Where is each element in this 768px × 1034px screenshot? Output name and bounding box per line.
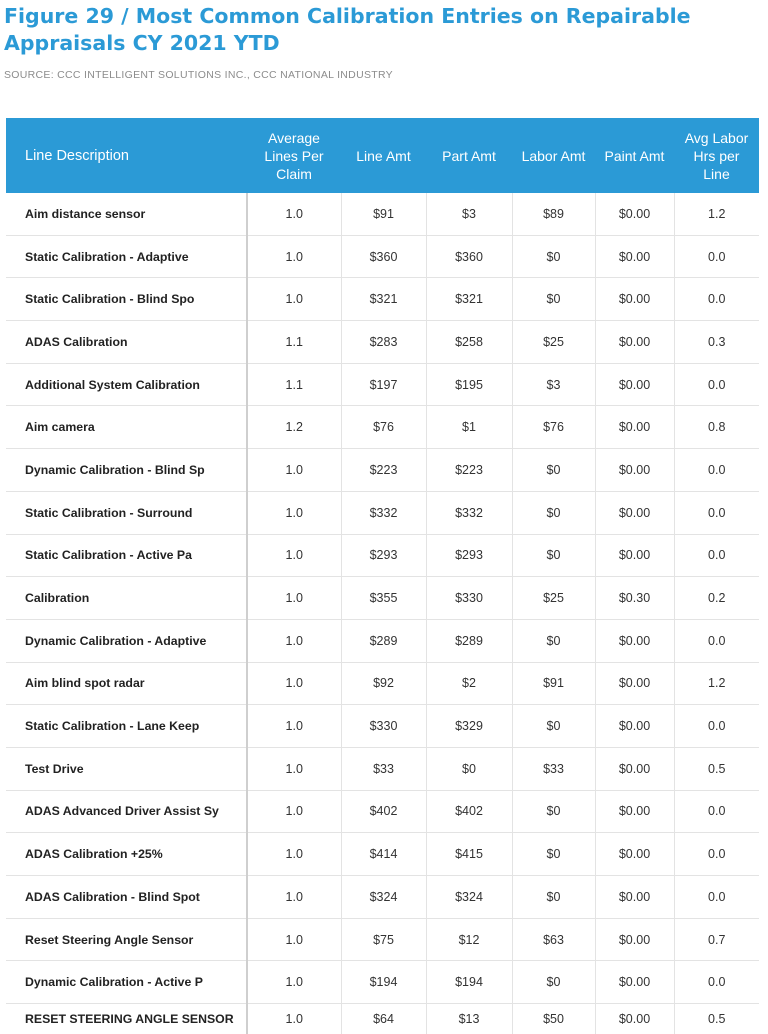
cell-paint-amt: $0.00 [595, 918, 674, 961]
cell-avg-labor-hrs: 0.2 [674, 577, 759, 620]
cell-part-amt: $321 [426, 278, 512, 321]
cell-paint-amt: $0.00 [595, 961, 674, 1004]
cell-paint-amt: $0.00 [595, 406, 674, 449]
cell-line-amt: $76 [341, 406, 426, 449]
cell-part-amt: $0 [426, 747, 512, 790]
cell-line-description: Dynamic Calibration - Active P [6, 961, 247, 1004]
cell-part-amt: $2 [426, 662, 512, 705]
cell-part-amt: $289 [426, 619, 512, 662]
cell-line-description: Static Calibration - Lane Keep [6, 705, 247, 748]
cell-line-amt: $360 [341, 235, 426, 278]
figure-title: Figure 29 / Most Common Calibration Entries on Repairable Appraisals CY 2021 YTD [4, 4, 691, 55]
col-header-labor-amt: Labor Amt [512, 118, 595, 193]
cell-line-description: RESET STEERING ANGLE SENSOR [6, 1004, 247, 1034]
cell-avg-lines-per-claim: 1.0 [247, 193, 341, 235]
cell-line-description: Test Drive [6, 747, 247, 790]
cell-line-amt: $92 [341, 662, 426, 705]
table-row [6, 747, 759, 790]
cell-line-description: ADAS Calibration +25% [6, 833, 247, 876]
cell-avg-lines-per-claim: 1.0 [247, 961, 341, 1004]
cell-part-amt: $12 [426, 918, 512, 961]
cell-paint-amt: $0.00 [595, 705, 674, 748]
cell-labor-amt: $0 [512, 235, 595, 278]
table-row [6, 619, 759, 662]
cell-part-amt: $194 [426, 961, 512, 1004]
cell-avg-lines-per-claim: 1.0 [247, 662, 341, 705]
cell-labor-amt: $0 [512, 790, 595, 833]
cell-labor-amt: $0 [512, 619, 595, 662]
table-row [6, 961, 759, 1004]
cell-line-amt: $330 [341, 705, 426, 748]
cell-line-amt: $283 [341, 321, 426, 364]
cell-labor-amt: $33 [512, 747, 595, 790]
cell-paint-amt: $0.00 [595, 278, 674, 321]
cell-avg-labor-hrs: 0.0 [674, 534, 759, 577]
cell-labor-amt: $0 [512, 833, 595, 876]
cell-avg-labor-hrs: 0.0 [674, 790, 759, 833]
cell-part-amt: $258 [426, 321, 512, 364]
cell-line-description: Dynamic Calibration - Blind Sp [6, 449, 247, 492]
col-header-avg-lines: Average Lines Per Claim [247, 118, 341, 193]
cell-avg-labor-hrs: 0.3 [674, 321, 759, 364]
cell-labor-amt: $76 [512, 406, 595, 449]
cell-part-amt: $324 [426, 876, 512, 919]
table-row [6, 321, 759, 364]
cell-avg-lines-per-claim: 1.0 [247, 534, 341, 577]
cell-line-amt: $289 [341, 619, 426, 662]
cell-line-amt: $402 [341, 790, 426, 833]
table-row [6, 235, 759, 278]
cell-avg-lines-per-claim: 1.1 [247, 363, 341, 406]
cell-avg-labor-hrs: 0.0 [674, 833, 759, 876]
cell-avg-lines-per-claim: 1.0 [247, 747, 341, 790]
col-header-part-amt: Part Amt [426, 118, 512, 193]
cell-avg-labor-hrs: 0.0 [674, 449, 759, 492]
cell-paint-amt: $0.00 [595, 534, 674, 577]
cell-labor-amt: $89 [512, 193, 595, 235]
cell-labor-amt: $0 [512, 534, 595, 577]
cell-paint-amt: $0.00 [595, 235, 674, 278]
table-row [6, 705, 759, 748]
cell-labor-amt: $25 [512, 321, 595, 364]
cell-line-description: Static Calibration - Active Pa [6, 534, 247, 577]
cell-part-amt: $360 [426, 235, 512, 278]
cell-part-amt: $415 [426, 833, 512, 876]
cell-paint-amt: $0.00 [595, 449, 674, 492]
cell-avg-labor-hrs: 0.0 [674, 619, 759, 662]
cell-line-description: Calibration [6, 577, 247, 620]
col-header-line-description: Line Description [6, 118, 247, 193]
col-header-paint-amt: Paint Amt [595, 118, 674, 193]
cell-part-amt: $293 [426, 534, 512, 577]
cell-paint-amt: $0.00 [595, 747, 674, 790]
cell-line-description: Dynamic Calibration - Adaptive [6, 619, 247, 662]
cell-part-amt: $329 [426, 705, 512, 748]
cell-avg-labor-hrs: 0.0 [674, 363, 759, 406]
table-row [6, 491, 759, 534]
cell-labor-amt: $3 [512, 363, 595, 406]
cell-part-amt: $1 [426, 406, 512, 449]
cell-avg-lines-per-claim: 1.0 [247, 918, 341, 961]
cell-line-amt: $321 [341, 278, 426, 321]
cell-part-amt: $332 [426, 491, 512, 534]
cell-line-amt: $33 [341, 747, 426, 790]
cell-avg-labor-hrs: 0.7 [674, 918, 759, 961]
cell-line-description: ADAS Calibration [6, 321, 247, 364]
cell-labor-amt: $91 [512, 662, 595, 705]
cell-part-amt: $330 [426, 577, 512, 620]
cell-labor-amt: $0 [512, 705, 595, 748]
cell-line-description: Aim distance sensor [6, 193, 247, 235]
calibration-table [6, 118, 759, 1034]
cell-avg-lines-per-claim: 1.0 [247, 235, 341, 278]
cell-avg-labor-hrs: 1.2 [674, 193, 759, 235]
cell-paint-amt: $0.00 [595, 619, 674, 662]
cell-labor-amt: $0 [512, 278, 595, 321]
cell-line-description: Static Calibration - Surround [6, 491, 247, 534]
cell-line-amt: $324 [341, 876, 426, 919]
cell-avg-lines-per-claim: 1.0 [247, 876, 341, 919]
cell-avg-lines-per-claim: 1.1 [247, 321, 341, 364]
table-row [6, 577, 759, 620]
cell-avg-labor-hrs: 0.0 [674, 961, 759, 1004]
cell-paint-amt: $0.00 [595, 662, 674, 705]
source-note: SOURCE: CCC INTELLIGENT SOLUTIONS INC., CCC NATIONAL INDUSTRY [4, 69, 393, 81]
cell-avg-labor-hrs: 0.0 [674, 705, 759, 748]
cell-paint-amt: $0.00 [595, 1004, 674, 1034]
table-row [6, 833, 759, 876]
cell-avg-labor-hrs: 0.0 [674, 876, 759, 919]
table-row [6, 918, 759, 961]
cell-line-amt: $414 [341, 833, 426, 876]
header-row [6, 118, 759, 193]
cell-labor-amt: $0 [512, 876, 595, 919]
cell-avg-lines-per-claim: 1.2 [247, 406, 341, 449]
col-header-line-amt: Line Amt [341, 118, 426, 193]
cell-avg-labor-hrs: 0.0 [674, 235, 759, 278]
cell-part-amt: $3 [426, 193, 512, 235]
table-row [6, 534, 759, 577]
cell-line-amt: $355 [341, 577, 426, 620]
cell-line-description: ADAS Advanced Driver Assist Sy [6, 790, 247, 833]
cell-line-amt: $293 [341, 534, 426, 577]
cell-line-description: Aim camera [6, 406, 247, 449]
cell-avg-lines-per-claim: 1.0 [247, 449, 341, 492]
table-row [6, 278, 759, 321]
cell-paint-amt: $0.00 [595, 321, 674, 364]
cell-paint-amt: $0.00 [595, 193, 674, 235]
cell-avg-labor-hrs: 0.8 [674, 406, 759, 449]
cell-line-amt: $194 [341, 961, 426, 1004]
cell-part-amt: $223 [426, 449, 512, 492]
cell-line-description: Static Calibration - Adaptive [6, 235, 247, 278]
cell-avg-labor-hrs: 0.0 [674, 278, 759, 321]
cell-avg-lines-per-claim: 1.0 [247, 1004, 341, 1034]
cell-line-description: Aim blind spot radar [6, 662, 247, 705]
cell-part-amt: $195 [426, 363, 512, 406]
cell-line-amt: $91 [341, 193, 426, 235]
cell-avg-lines-per-claim: 1.0 [247, 577, 341, 620]
cell-avg-labor-hrs: 0.5 [708, 1012, 726, 1027]
cell-line-amt: $223 [341, 449, 426, 492]
cell-avg-lines-per-claim: 1.0 [247, 491, 341, 534]
cell-labor-amt: $0 [512, 961, 595, 1004]
cell-avg-lines-per-claim: 1.0 [247, 619, 341, 662]
cell-avg-lines-per-claim: 1.0 [247, 790, 341, 833]
table-row [6, 193, 759, 235]
cell-labor-amt: $50 [512, 1004, 595, 1034]
table-row [6, 790, 759, 833]
cell-paint-amt: $0.00 [595, 790, 674, 833]
cell-paint-amt: $0.00 [595, 363, 674, 406]
cell-line-amt: $197 [341, 363, 426, 406]
col-header-avg-labor-hrs: Avg Labor Hrs per Line [674, 118, 759, 193]
cell-labor-amt: $0 [512, 491, 595, 534]
cell-line-description: Static Calibration - Blind Spo [6, 278, 247, 321]
cell-avg-labor-hrs: 1.2 [674, 662, 759, 705]
cell-labor-amt: $0 [512, 449, 595, 492]
table-row [6, 662, 759, 705]
table-row [6, 1004, 759, 1034]
cell-paint-amt: $0.30 [595, 577, 674, 620]
cell-line-amt: $332 [341, 491, 426, 534]
cell-avg-lines-per-claim: 1.0 [247, 705, 341, 748]
cell-avg-labor-hrs: 0.0 [674, 491, 759, 534]
cell-avg-labor-hrs: 0.5 [674, 747, 759, 790]
cell-labor-amt: $63 [512, 918, 595, 961]
cell-paint-amt: $0.00 [595, 876, 674, 919]
cell-line-amt: $75 [341, 918, 426, 961]
cell-line-description: ADAS Calibration - Blind Spot [6, 876, 247, 919]
cell-line-amt: $64 [341, 1004, 426, 1034]
cell-line-description: Additional System Calibration [6, 363, 247, 406]
table-row [6, 876, 759, 919]
cell-line-description: Reset Steering Angle Sensor [6, 918, 247, 961]
cell-avg-lines-per-claim: 1.0 [247, 278, 341, 321]
cell-part-amt: $402 [426, 790, 512, 833]
table-row [6, 363, 759, 406]
cell-part-amt: $13 [426, 1004, 512, 1034]
cell-avg-lines-per-claim: 1.0 [247, 833, 341, 876]
cell-labor-amt: $25 [512, 577, 595, 620]
table-row [6, 449, 759, 492]
cell-paint-amt: $0.00 [595, 833, 674, 876]
cell-paint-amt: $0.00 [595, 491, 674, 534]
table-row [6, 406, 759, 449]
